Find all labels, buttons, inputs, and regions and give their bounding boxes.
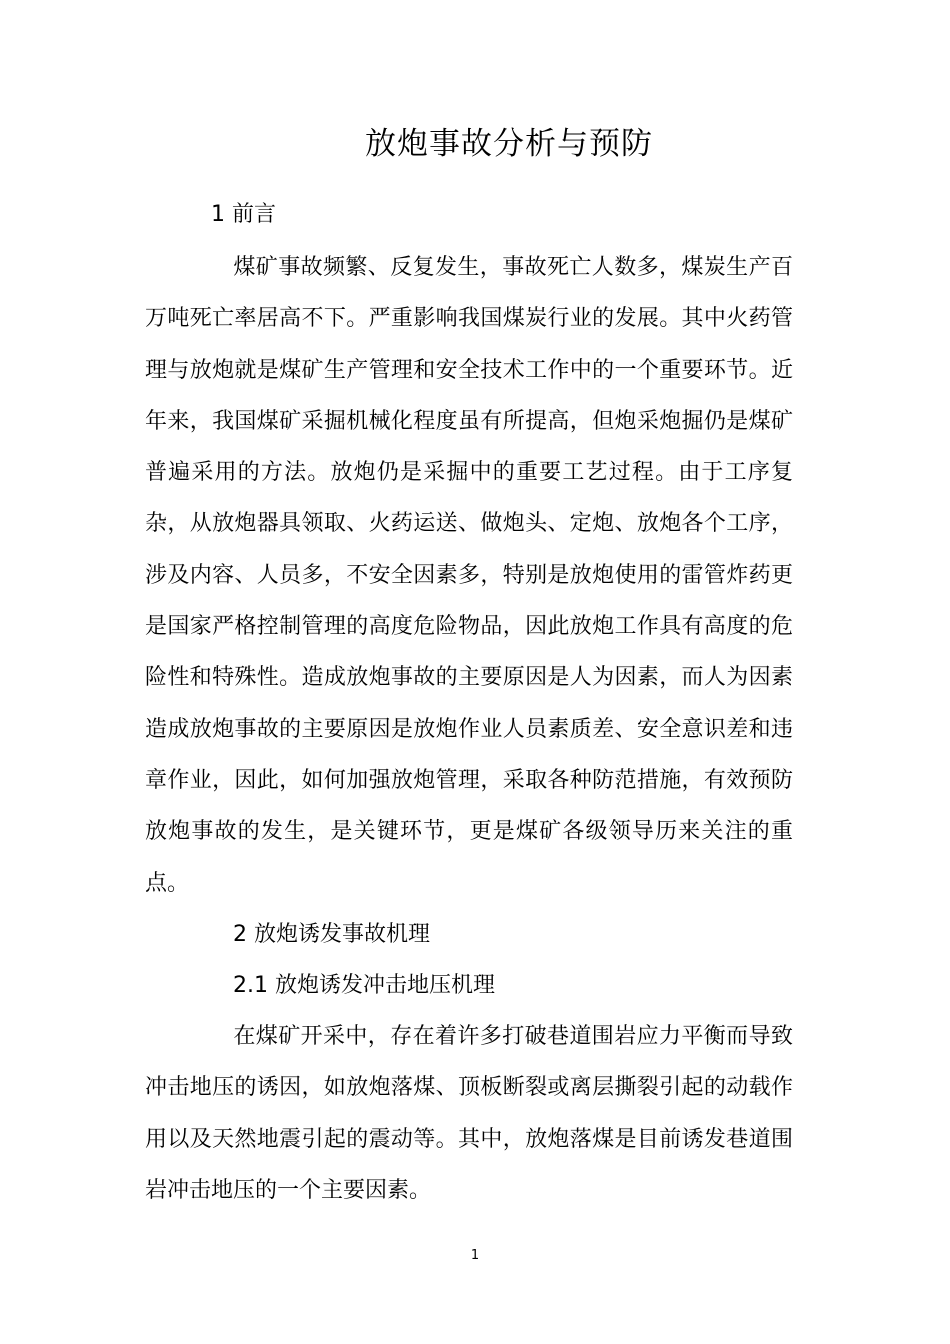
paragraph-preface-text: 煤矿事故频繁、反复发生，事故死亡人数多，煤炭生产百万吨死亡率居高不下。严重影响我国煤炭行业的发展。其中火药管理与放炮就是煤矿生产管理和安全技术工作中的一个重要环节。近年来，我国煤矿采掘机械化程度虽有所提高，但炮采炮掘仍是煤矿普遍采用的方法。放炮仍是采掘中的重要工艺过程。由于工序复杂，从放炮器具领取、火药运送、做炮头、定炮、放炮各个工序，涉及内容、人员多，不安全因素多，特别是放炮使用的雷管炸药更是国家严格控制管理的高度危险物品，因此放炮工作具有高度的危险性和特殊性。造成放炮事故的主要原因是人为因素，而人为因素造成放炮事故的主要原因是放炮作业人员素质差、安全意识差和违章作业，因此，如何加强放炮管理，采取各种防范措施，有效预防放炮事故的发生，是关键环节，更是煤矿各级领导历来关注的重点。 — [145, 255, 793, 896]
section-heading-mechanism: 2 放炮诱发事故机理 — [233, 922, 430, 947]
document-title: 放炮事故分析与预防 — [365, 126, 653, 162]
paragraph-rockburst — [145, 1011, 793, 1216]
paragraph-rockburst-text: 在煤矿开采中，存在着许多打破巷道围岩应力平衡而导致冲击地压的诱因，如放炮落煤、顶板断裂或离层撕裂引起的动载作用以及天然地震引起的震动等。其中，放炮落煤是目前诱发巷道围岩冲击地压的一个主要因素。 — [145, 1024, 793, 1203]
paragraph-preface — [145, 242, 793, 909]
section-heading-preface: 1 前言 — [211, 202, 276, 227]
page-number: 1 — [470, 1248, 480, 1263]
subsection-heading-rockburst: 2.1 放炮诱发冲击地压机理 — [233, 973, 495, 998]
